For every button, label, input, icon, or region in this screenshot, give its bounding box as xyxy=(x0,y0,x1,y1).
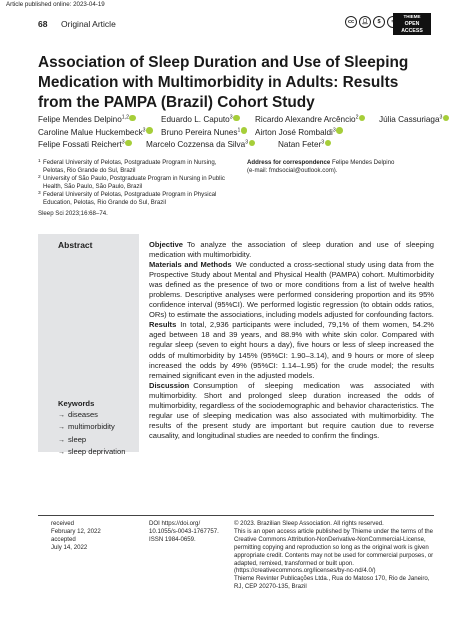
correspondence xyxy=(247,159,437,175)
publisher-logo: THIEME xyxy=(403,14,421,19)
doi-issn xyxy=(149,520,229,544)
author-name-text: Bruno Pereira Nunes xyxy=(161,127,238,137)
abstract-body xyxy=(149,240,434,441)
methods-text: We conducted a cross-sectional study using data from the Prospective Study about Mental and Physical Health (PAMPA) cohort. Multimorbidity was defined as the presence of two or more conditions from a list of twelve health problems. Descriptive analyses were performed considering proportion and its 95% confidence interval (95%CI). We performed logistic regression (to obtain odds ratios, ORs) to estimate the associations, including models adjusted for confounding factors. xyxy=(149,260,435,320)
orcid-icon[interactable] xyxy=(325,140,332,147)
orcid-icon[interactable] xyxy=(233,115,240,122)
author-name[interactable] xyxy=(161,127,247,140)
author-name[interactable] xyxy=(38,127,153,140)
license-info xyxy=(234,520,434,591)
author-affiliation-sup: 3 xyxy=(245,139,249,146)
received-label: received xyxy=(51,520,75,527)
author-name-text: Caroline Malue Huckembeck xyxy=(38,127,143,137)
publisher-address: Thieme Revinter Publicações Ltda., Rua do Matoso 170, Rio de Janeiro, RJ, CEP 20270-135, Brazil xyxy=(234,575,430,591)
license-text: This is an open access article published by Thieme under the terms of the Creative Commons Attribution-NonDerivative-NonCommercial-License, permitting copying and reproduction so long as the original work is given appropriate credit. Contents may not be used for commercial purposes, or adapted, remixed, transformed or built upon. (https://creativecommons.org/licenses/by-nc-nd/4.0/) xyxy=(234,527,434,575)
orcid-icon[interactable] xyxy=(125,140,132,147)
keywords-heading: Keywords xyxy=(58,399,95,408)
orcid-icon[interactable] xyxy=(146,127,153,134)
published-online-note: Article published online: 2023-04-19 xyxy=(6,1,105,8)
accepted-label: accepted xyxy=(51,535,76,543)
received-accepted xyxy=(51,520,135,552)
affiliation-number: 2 xyxy=(38,174,41,180)
citation: Sleep Sci 2023;16:68–74. xyxy=(38,210,108,217)
author-affiliation-sup: 3 xyxy=(229,114,233,121)
author-name-text: Felipe Fossati Reichert xyxy=(38,140,122,150)
abstract-heading: Abstract xyxy=(58,240,93,250)
correspondence-email[interactable]: (e-mail: fmdsocial@outlook.com). xyxy=(247,166,338,174)
orcid-icon[interactable] xyxy=(249,140,256,147)
author-affiliation-sup: 2 xyxy=(355,114,359,121)
orcid-icon[interactable] xyxy=(359,115,366,122)
issn: ISSN 1984-0659. xyxy=(149,535,196,543)
author-affiliation-sup: 1 xyxy=(237,126,241,133)
keyword-item[interactable]: → sleep xyxy=(58,434,125,446)
doi-link[interactable]: DOI https://doi.org/ xyxy=(149,520,201,527)
author-affiliation-sup: 3 xyxy=(321,139,325,146)
author-name-text: Airton José Rombaldi xyxy=(255,127,333,137)
copyright: © 2023. Brazilian Sleep Association. All rights reserved. xyxy=(234,520,384,527)
nc-icon: $ xyxy=(373,16,385,28)
author-affiliation-sup: 3 xyxy=(439,114,443,121)
affiliation-text: Federal University of Pelotas, Postgraduate Program in Nursing, Pelotas, Rio Grande do Sul, Brazil xyxy=(43,159,217,174)
results-label: Results xyxy=(149,320,177,330)
keyword-item[interactable]: → diseases xyxy=(58,409,125,421)
affiliation-item xyxy=(38,175,238,191)
orcid-icon[interactable] xyxy=(443,115,450,122)
page-number: 68 xyxy=(38,19,48,29)
orcid-icon[interactable] xyxy=(129,115,136,122)
accepted-date: July 14, 2022 xyxy=(51,543,88,551)
oa-line1: OPEN xyxy=(404,20,420,27)
author-affiliation-sup: 3 xyxy=(142,126,146,133)
abstract-discussion xyxy=(149,381,434,441)
oa-line2: ACCESS xyxy=(401,27,423,34)
discussion-label: Discussion xyxy=(149,380,190,390)
affiliation-item xyxy=(38,159,238,175)
author-affiliation-sup: 1,2 xyxy=(121,114,129,121)
open-access-badge xyxy=(393,13,431,35)
author-name-text: Eduardo L. Caputo xyxy=(161,115,230,124)
doi-value[interactable]: 10.1055/s-0043-1767757. xyxy=(149,527,219,535)
orcid-icon[interactable] xyxy=(241,127,248,134)
page-header xyxy=(38,12,432,42)
author-name[interactable] xyxy=(255,127,343,140)
author-name-text: Ricardo Alexandre Arcêncio xyxy=(255,115,356,124)
by-icon: 👤︎ xyxy=(359,16,371,28)
footer-divider xyxy=(38,515,434,516)
results-text: In total, 2,936 participants were included, 79,1% of them women, 54.2% aged between 18 and 39 years, and 88.9% with white skin color. Compared with regular sleep (seven to eight hours a day), five hours or less of sleep increased the odds of multimorbidity by 145% (95%CI: 1.90–3.14), and 9 hours or more of sleep increased the odds by 49% (95%CI: 1.14–1.95) for the crude model; the results remained significant even in the adjusted models. xyxy=(149,320,434,380)
affiliation-item xyxy=(38,191,238,207)
affiliation-number: 3 xyxy=(38,190,41,196)
author-name[interactable] xyxy=(255,114,365,127)
orcid-icon[interactable] xyxy=(336,127,343,134)
author-name-text: Marcelo Cozzensa da Silva xyxy=(146,140,246,150)
received-date: February 12, 2022 xyxy=(51,527,101,535)
correspondence-label: Address for correspondence xyxy=(247,159,331,166)
section-label: Original Article xyxy=(61,19,116,29)
affiliation-text: Federal University of Pelotas, Postgraduate Program in Physical Education, Pelotas, Rio Grande do Sul, Brazil xyxy=(43,190,217,206)
affiliation-number: 1 xyxy=(38,159,41,164)
abstract-objective xyxy=(149,240,434,260)
cc-icon: cc xyxy=(345,16,357,28)
objective-label: Objective xyxy=(149,240,183,249)
keyword-item[interactable]: → multimorbidity xyxy=(58,421,125,433)
author-name[interactable] xyxy=(379,114,449,127)
objective-text: To analyze the association of sleep duration and use of sleeping medication with multimorbidity. xyxy=(149,240,434,260)
abstract-methods xyxy=(149,260,434,320)
author-name[interactable] xyxy=(38,114,136,127)
discussion-text: Consumption of sleeping medication was associated with multimorbidity. Short and prolonged sleep duration increased the odds of multimorbidity, regardless of the sociodemographic and behavior characteristics. The regular use of sleeping medication was also associated with multimorbidity. The results of the present study are important but require caution due to reverse causality, and longitudinal studies are needed to confirm the findings. xyxy=(149,380,434,440)
abstract-results xyxy=(149,320,434,380)
author-name[interactable] xyxy=(161,114,240,127)
cc-license-icons xyxy=(345,16,399,28)
keyword-item[interactable]: → sleep deprivation xyxy=(58,446,125,458)
author-affiliation-sup: 3 xyxy=(121,139,125,146)
affiliation-text: University of São Paulo, Postgraduate Program in Nursing in Public Health, São Paulo, São Paulo, Brazil xyxy=(43,174,225,190)
author-name-text: Felipe Mendes Delpino xyxy=(38,115,122,124)
methods-label: Materials and Methods xyxy=(149,260,232,270)
author-name-text: Natan Feter xyxy=(278,140,322,150)
author-name[interactable] xyxy=(38,139,132,152)
keywords-list xyxy=(58,409,125,459)
author-name[interactable] xyxy=(146,139,255,152)
affiliations xyxy=(38,159,238,206)
author-name[interactable] xyxy=(278,139,331,152)
correspondence-name: Felipe Mendes Delpino xyxy=(332,159,395,166)
author-name-text: Júlia Cassuriaga xyxy=(379,115,440,124)
article-title: Association of Sleep Duration and Use of Sleeping Medication with Multimorbidity in Adults: Results from the PAMPA (Brazil) Cohort Study xyxy=(38,54,409,111)
author-affiliation-sup: 3 xyxy=(332,126,336,133)
